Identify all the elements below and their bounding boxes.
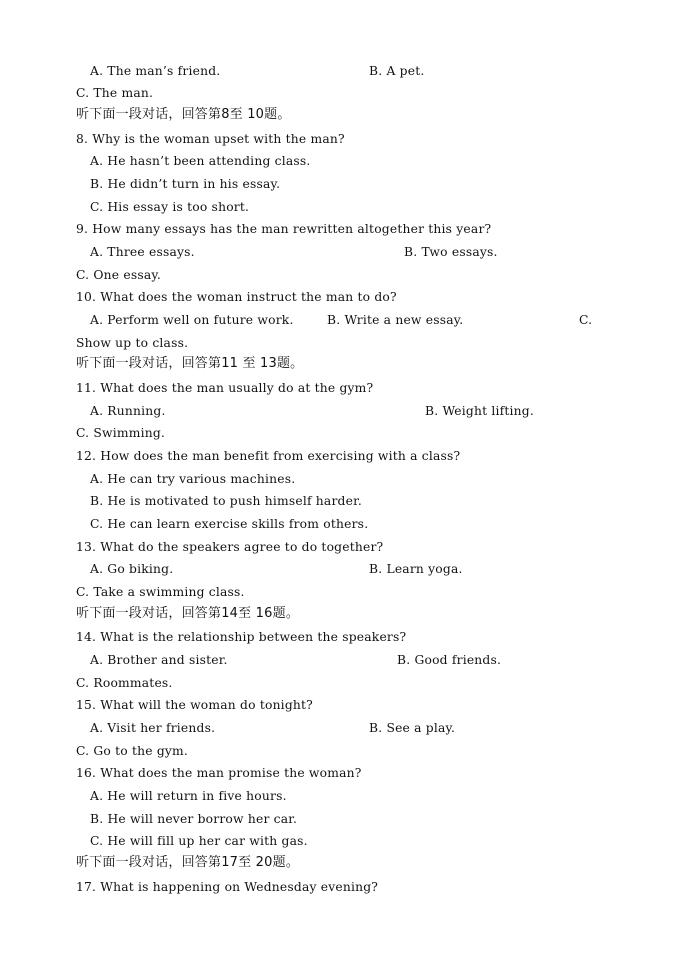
q12-option-c: C. He can learn exercise skills from others.	[90, 517, 369, 531]
q16-option-a: A. He will return in five hours.	[90, 789, 287, 803]
section-instruction-14-16: 听下面一段对话，回答第14至 16题。	[76, 606, 300, 621]
q11-option-b: B. Weight lifting.	[425, 404, 534, 418]
question-11: 11. What does the man usually do at the gym?	[76, 381, 374, 395]
q8-option-a: A. He hasn’t been attending class.	[90, 154, 311, 168]
question-8: 8. Why is the woman upset with the man?	[76, 132, 345, 146]
q11-option-c: C. Swimming.	[76, 426, 166, 440]
q9-option-b: B. Two essays.	[404, 245, 498, 259]
question-9: 9. How many essays has the man rewritten altogether this year?	[76, 222, 492, 236]
q7-option-c: C. The man.	[76, 86, 154, 100]
q16-option-c: C. He will fill up her car with gas.	[90, 834, 308, 848]
q15-option-a: A. Visit her friends.	[90, 721, 216, 735]
q15-option-b: B. See a play.	[369, 721, 456, 735]
q10-option-a: A. Perform well on future work.	[90, 313, 294, 327]
question-14: 14. What is the relationship between the speakers?	[76, 630, 407, 644]
question-16: 16. What does the man promise the woman?	[76, 766, 362, 780]
question-10: 10. What does the woman instruct the man to do?	[76, 290, 397, 304]
q7-option-b: B. A pet.	[369, 64, 425, 78]
question-12: 12. How does the man benefit from exercising with a class?	[76, 449, 461, 463]
section-instruction-17-20: 听下面一段对话，回答第17至 20题。	[76, 855, 300, 870]
q8-option-c: C. His essay is too short.	[90, 200, 250, 214]
q10-option-c-label: C.	[579, 313, 593, 327]
q16-option-b: B. He will never borrow her car.	[90, 812, 298, 826]
q14-option-c: C. Roommates.	[76, 676, 173, 690]
q13-option-a: A. Go biking.	[90, 562, 174, 576]
q12-option-b: B. He is motivated to push himself harder.	[90, 494, 362, 508]
q7-option-a: A. The man’s friend.	[90, 64, 221, 78]
q14-option-a: A. Brother and sister.	[90, 653, 228, 667]
question-17: 17. What is happening on Wednesday evening?	[76, 880, 379, 894]
q15-option-c: C. Go to the gym.	[76, 744, 189, 758]
q10-option-b: B. Write a new essay.	[327, 313, 464, 327]
q9-option-c: C. One essay.	[76, 268, 162, 282]
question-13: 13. What do the speakers agree to do together?	[76, 540, 384, 554]
q10-option-c-text: Show up to class.	[76, 336, 189, 350]
q13-option-c: C. Take a swimming class.	[76, 585, 245, 599]
section-instruction-8-10: 听下面一段对话，回答第8至 10题。	[76, 107, 291, 122]
q11-option-a: A. Running.	[90, 404, 166, 418]
q13-option-b: B. Learn yoga.	[369, 562, 463, 576]
q12-option-a: A. He can try various machines.	[90, 472, 296, 486]
question-15: 15. What will the woman do tonight?	[76, 698, 313, 712]
q14-option-b: B. Good friends.	[397, 653, 502, 667]
q8-option-b: B. He didn’t turn in his essay.	[90, 177, 281, 191]
q9-option-a: A. Three essays.	[90, 245, 195, 259]
section-instruction-11-13: 听下面一段对话，回答第11 至 13题。	[76, 356, 304, 371]
